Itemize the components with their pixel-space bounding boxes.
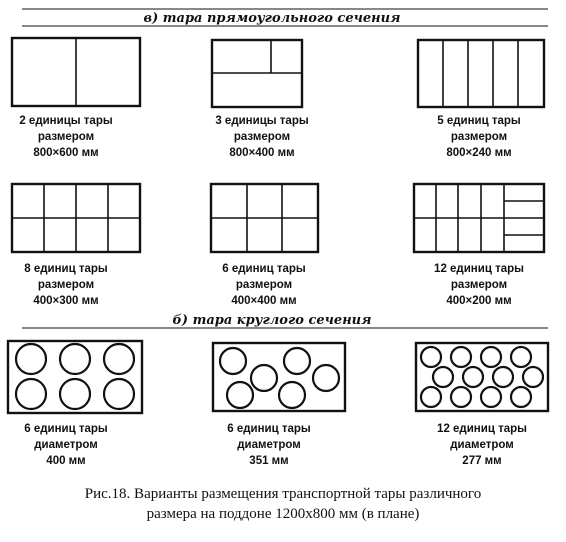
panel-label-line1: 6 единиц тары xyxy=(24,423,108,435)
panel-label-line1: 12 единиц тары xyxy=(434,263,524,275)
panel-label-line3: 800×400 мм xyxy=(229,147,295,159)
panel-12-units-400x200 xyxy=(414,184,544,307)
panel-label-line2: диаметром xyxy=(34,439,98,451)
panel-label-line3: 400×300 мм xyxy=(33,295,99,307)
panel-label-line3: 800×240 мм xyxy=(446,147,512,159)
panel-label-line2: диаметром xyxy=(237,439,301,451)
panel-12-round-277 xyxy=(416,343,548,467)
section-b-title: б) тара круглого сечения xyxy=(172,313,372,328)
panel-6-units-400x400 xyxy=(211,184,318,307)
panel-8-units-400x300 xyxy=(12,184,140,307)
panel-label-line2: размером xyxy=(450,131,508,143)
panel-label-line3: 277 мм xyxy=(462,455,502,467)
figure-caption xyxy=(0,484,566,524)
panel-label-line2: размером xyxy=(37,131,95,143)
panel-label-line1: 12 единиц тары xyxy=(437,423,527,435)
panel-label-line2: размером xyxy=(37,279,95,291)
panel-3-units-800x400 xyxy=(212,40,309,159)
panel-label-line1: 3 единицы тары xyxy=(215,115,309,127)
panel-label-line1: 8 единиц тары xyxy=(24,263,108,275)
panel-label-line2: размером xyxy=(235,279,293,291)
panel-5-units-800x240 xyxy=(418,40,544,159)
panel-label-line1: 6 единиц тары xyxy=(222,263,306,275)
caption-line1: Рис.18. Варианты размещения транспортной тары различного xyxy=(84,486,482,502)
panel-label-line2: размером xyxy=(233,131,291,143)
panel-6-round-351 xyxy=(213,343,345,467)
panel-6-round-400 xyxy=(8,341,142,467)
panel-label-line2: размером xyxy=(450,279,508,291)
panel-label-line3: 351 мм xyxy=(249,455,289,467)
panel-label-line1: 6 единиц тары xyxy=(227,423,311,435)
panel-label-line3: 400×400 мм xyxy=(231,295,297,307)
panel-label-line3: 400×200 мм xyxy=(446,295,512,307)
panel-label-line3: 400 мм xyxy=(46,455,86,467)
panel-label-line1: 5 единиц тары xyxy=(437,115,521,127)
panel-2-units-800x600 xyxy=(12,38,140,159)
section-a-title: в) тара прямоугольного сечения xyxy=(143,11,401,26)
panel-label-line3: 800×600 мм xyxy=(33,147,99,159)
panel-label-line2: диаметром xyxy=(450,439,514,451)
panel-label-line1: 2 единицы тары xyxy=(19,115,113,127)
caption-line2: размера на поддоне 1200x800 мм (в плане) xyxy=(146,506,420,522)
